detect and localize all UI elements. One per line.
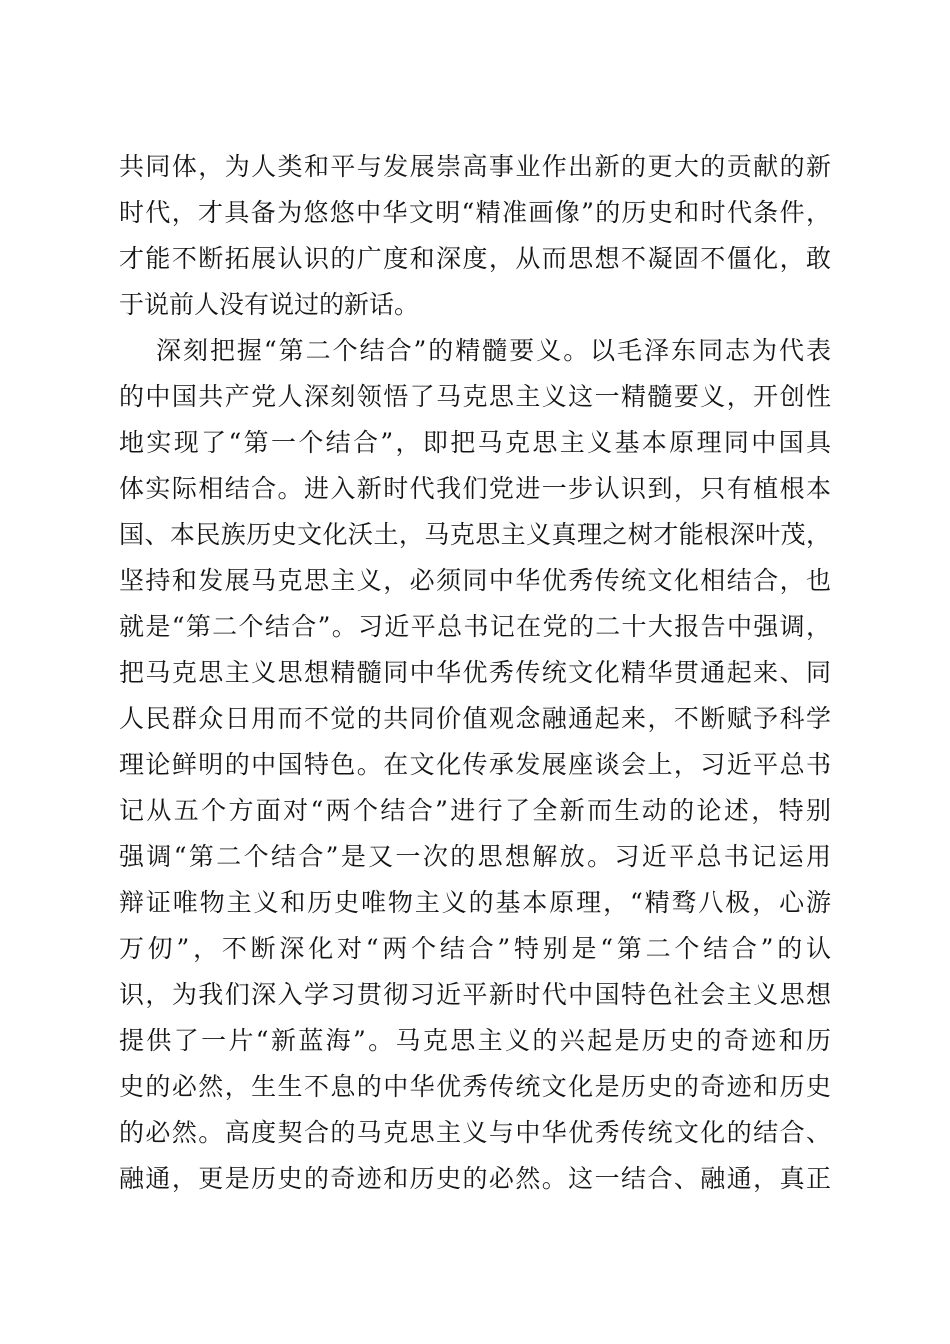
text-line: 理论鲜明的中国特色。在文化传承发展座谈会上，习近平总书 bbox=[119, 750, 831, 779]
text-line: 深刻把握“第二个结合”的精髓要义。以毛泽东同志为代表 bbox=[156, 336, 831, 365]
text-line: 时代，才具备为悠悠中华文明“精准画像”的历史和时代条件， bbox=[119, 198, 831, 227]
text-line: 提供了一片“新蓝海”。马克思主义的兴起是历史的奇迹和历 bbox=[119, 1026, 831, 1055]
text-line: 史的必然，生生不息的中华优秀传统文化是历史的奇迹和历史 bbox=[119, 1072, 831, 1101]
text-line: 把马克思主义思想精髓同中华优秀传统文化精华贯通起来、同 bbox=[119, 658, 831, 687]
paragraph-1 bbox=[119, 144, 831, 328]
text-line: 的必然。高度契合的马克思主义与中华优秀传统文化的结合、 bbox=[119, 1118, 831, 1147]
text-line: 才能不断拓展认识的广度和深度，从而思想不凝固不僵化，敢 bbox=[119, 244, 831, 273]
text-line: 识，为我们深入学习贯彻习近平新时代中国特色社会主义思想 bbox=[119, 980, 831, 1009]
text-line: 融通，更是历史的奇迹和历史的必然。这一结合、融通，真正 bbox=[119, 1164, 831, 1193]
text-line: 的中国共产党人深刻领悟了马克思主义这一精髓要义，开创性 bbox=[119, 382, 831, 411]
text-line: 强调“第二个结合”是又一次的思想解放。习近平总书记运用 bbox=[119, 842, 831, 871]
text-line: 共同体，为人类和平与发展崇高事业作出新的更大的贡献的新 bbox=[119, 152, 831, 181]
text-line: 体实际相结合。进入新时代我们党进一步认识到，只有植根本 bbox=[119, 474, 831, 503]
text-line: 国、本民族历史文化沃土，马克思主义真理之树才能根深叶茂， bbox=[119, 520, 831, 549]
text-line: 记从五个方面对“两个结合”进行了全新而生动的论述，特别 bbox=[119, 796, 831, 825]
paragraph-2 bbox=[119, 328, 831, 1202]
text-line: 万仞”，不断深化对“两个结合”特别是“第二个结合”的认 bbox=[119, 934, 831, 963]
text-line: 人民群众日用而不觉的共同价值观念融通起来，不断赋予科学 bbox=[119, 704, 831, 733]
body-text bbox=[119, 144, 831, 1202]
text-line: 就是“第二个结合”。习近平总书记在党的二十大报告中强调， bbox=[119, 612, 831, 641]
text-line: 于说前人没有说过的新话。 bbox=[119, 290, 420, 319]
text-line: 辩证唯物主义和历史唯物主义的基本原理，“精骛八极，心游 bbox=[119, 888, 831, 917]
text-line: 地实现了“第一个结合”，即把马克思主义基本原理同中国具 bbox=[119, 428, 831, 457]
text-line: 坚持和发展马克思主义，必须同中华优秀传统文化相结合，也 bbox=[119, 566, 831, 595]
